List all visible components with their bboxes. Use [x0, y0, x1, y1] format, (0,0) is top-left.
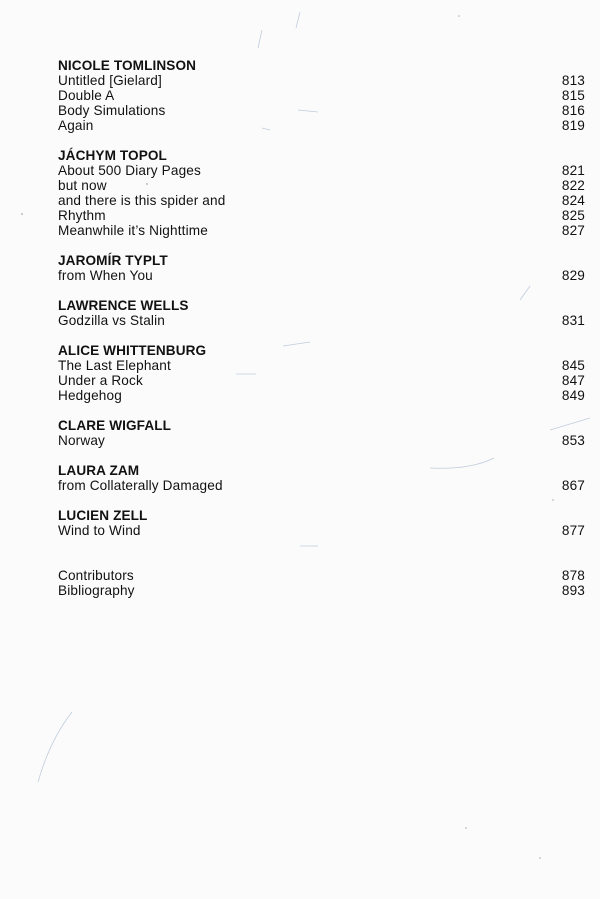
- work-title: Untitled [Gielard]: [58, 73, 162, 88]
- work-title: Hedgehog: [58, 388, 122, 403]
- author-name: LAWRENCE WELLS: [58, 298, 189, 313]
- toc-entry: [58, 463, 585, 493]
- toc-entry: [58, 58, 585, 133]
- author-name: ALICE WHITTENBURG: [58, 343, 207, 358]
- work-title: from When You: [58, 268, 153, 283]
- toc-entry: [58, 343, 585, 403]
- page-number: 813: [561, 73, 585, 88]
- page-number: 867: [561, 478, 585, 493]
- work-title: Under a Rock: [58, 373, 143, 388]
- page-number: 831: [561, 313, 585, 328]
- page-number: 827: [561, 223, 585, 238]
- toc-row: [58, 88, 585, 103]
- back-matter: [58, 568, 585, 598]
- work-title: The Last Elephant: [58, 358, 171, 373]
- toc-entry: [58, 148, 585, 238]
- author-name: LAURA ZAM: [58, 463, 140, 478]
- toc-row: [58, 223, 585, 238]
- page-number: 815: [561, 88, 585, 103]
- toc-row: [58, 523, 585, 538]
- work-title: About 500 Diary Pages: [58, 163, 201, 178]
- table-of-contents: [58, 58, 585, 598]
- toc-row: [58, 178, 585, 193]
- work-title: but now: [58, 178, 107, 193]
- work-title: Rhythm: [58, 208, 106, 223]
- page-number: 849: [561, 388, 585, 403]
- work-title: Double A: [58, 88, 115, 103]
- page-number: 824: [561, 193, 585, 208]
- toc-row: [58, 208, 585, 223]
- author-name: JAROMÍR TYPLT: [58, 253, 168, 268]
- page-number: 877: [561, 523, 585, 538]
- toc-row: [58, 568, 585, 583]
- toc-entry: [58, 508, 585, 538]
- work-title: Meanwhile it’s Nighttime: [58, 223, 208, 238]
- page-number: 822: [561, 178, 585, 193]
- work-title: Godzilla vs Stalin: [58, 313, 165, 328]
- work-title: Body Simulations: [58, 103, 166, 118]
- toc-row: [58, 193, 585, 208]
- contributors-title: Contributors: [58, 568, 134, 583]
- work-title: Again: [58, 118, 94, 133]
- page-number: 825: [561, 208, 585, 223]
- toc-row: [58, 388, 585, 403]
- page-number: 853: [561, 433, 585, 448]
- page-number: 878: [561, 568, 585, 583]
- work-title: from Collaterally Damaged: [58, 478, 223, 493]
- toc-entry: [58, 298, 585, 328]
- work-title: Norway: [58, 433, 105, 448]
- toc-row: [58, 358, 585, 373]
- toc-entry: [58, 418, 585, 448]
- toc-row: [58, 103, 585, 118]
- toc-row: [58, 478, 585, 493]
- toc-row: [58, 118, 585, 133]
- page-number: 847: [561, 373, 585, 388]
- page-number: 821: [561, 163, 585, 178]
- page-number: 893: [561, 583, 585, 598]
- author-name: CLARE WIGFALL: [58, 418, 172, 433]
- toc-row: [58, 163, 585, 178]
- work-title: Wind to Wind: [58, 523, 141, 538]
- toc-row: [58, 583, 585, 598]
- work-title: and there is this spider and: [58, 193, 226, 208]
- page-number: 829: [561, 268, 585, 283]
- page-number: 845: [561, 358, 585, 373]
- bibliography-title: Bibliography: [58, 583, 135, 598]
- toc-row: [58, 433, 585, 448]
- author-name: JÁCHYM TOPOL: [58, 148, 167, 163]
- author-name: LUCIEN ZELL: [58, 508, 148, 523]
- toc-row: [58, 268, 585, 283]
- toc-row: [58, 73, 585, 88]
- toc-row: [58, 313, 585, 328]
- page-number: 816: [561, 103, 585, 118]
- toc-entry: [58, 253, 585, 283]
- author-name: NICOLE TOMLINSON: [58, 58, 197, 73]
- toc-row: [58, 373, 585, 388]
- page-number: 819: [561, 118, 585, 133]
